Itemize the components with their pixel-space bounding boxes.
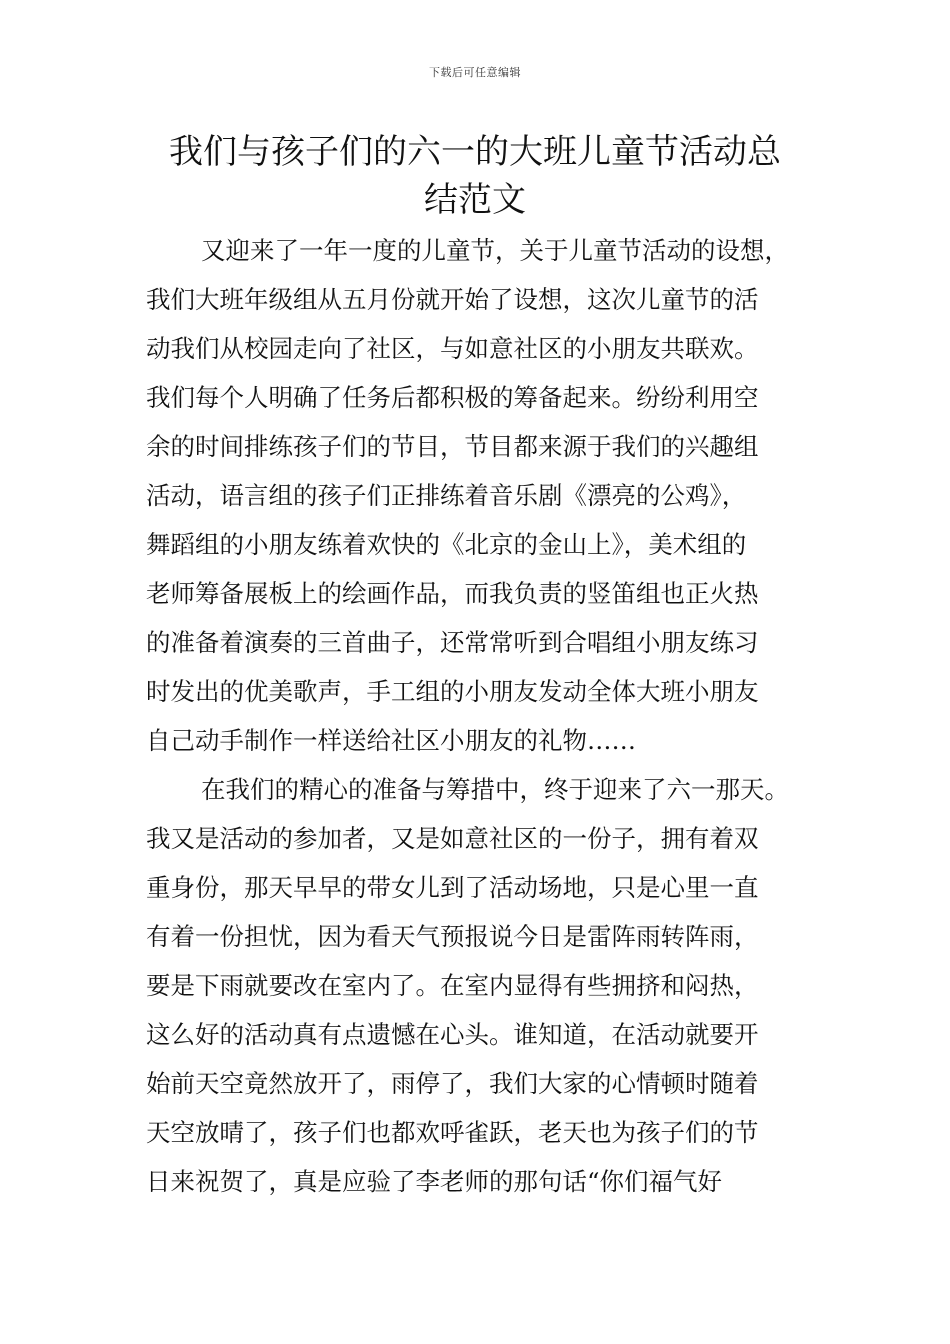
text-line: 重身份，那天早早的带女儿到了活动场地，只是心里一直 xyxy=(146,873,759,902)
document-body xyxy=(146,226,836,1206)
text-line: 这么好的活动真有点遗憾在心头。谁知道，在活动就要开 xyxy=(146,1020,759,1049)
paragraph-1 xyxy=(146,226,836,765)
text-line: 又迎来了一年一度的儿童节，关于儿童节活动的设想， xyxy=(201,236,789,265)
text-line: 活动，语言组的孩子们正排练着音乐剧《漂亮的公鸡》， xyxy=(146,481,747,510)
text-line: 舞蹈组的小朋友练着欢快的《北京的金山上》，美术组的 xyxy=(146,530,747,559)
text-line: 余的时间排练孩子们的节目，节目都来源于我们的兴趣组 xyxy=(146,432,759,461)
title-line: 我们与孩子们的六一的大班儿童节活动总 xyxy=(169,132,781,172)
text-line: 自己动手制作一样送给社区小朋友的礼物…… xyxy=(146,726,636,755)
text-line: 日来祝贺了，真是应验了李老师的那句话“你们福气好 xyxy=(146,1167,723,1196)
header-note: 下载后可任意编辑 xyxy=(429,66,521,79)
text-line: 时发出的优美歌声，手工组的小朋友发动全体大班小朋友 xyxy=(146,677,759,706)
text-line: 有着一份担忧，因为看天气预报说今日是雷阵雨转阵雨， xyxy=(146,922,759,951)
text-line: 我们每个人明确了任务后都积极的筹备起来。纷纷利用空 xyxy=(146,383,759,412)
text-line: 天空放晴了，孩子们也都欢呼雀跃，老天也为孩子们的节 xyxy=(146,1118,759,1147)
text-line: 动我们从校园走向了社区，与如意社区的小朋友共联欢。 xyxy=(146,334,759,363)
text-line: 在我们的精心的准备与筹措中，终于迎来了六一那天。 xyxy=(201,775,789,804)
text-line: 的准备着演奏的三首曲子，还常常听到合唱组小朋友练习 xyxy=(146,628,759,657)
text-line: 要是下雨就要改在室内了。在室内显得有些拥挤和闷热， xyxy=(146,971,759,1000)
text-line: 我又是活动的参加者，又是如意社区的一份子，拥有着双 xyxy=(146,824,759,853)
text-line: 老师筹备展板上的绘画作品，而我负责的竖笛组也正火热 xyxy=(146,579,759,608)
title-line: 结范文 xyxy=(424,180,526,220)
text-line: 始前天空竟然放开了，雨停了，我们大家的心情顿时随着 xyxy=(146,1069,759,1098)
paragraph-2 xyxy=(146,765,836,1206)
text-line: 我们大班年级组从五月份就开始了设想，这次儿童节的活 xyxy=(146,285,759,314)
document-title xyxy=(150,128,800,224)
